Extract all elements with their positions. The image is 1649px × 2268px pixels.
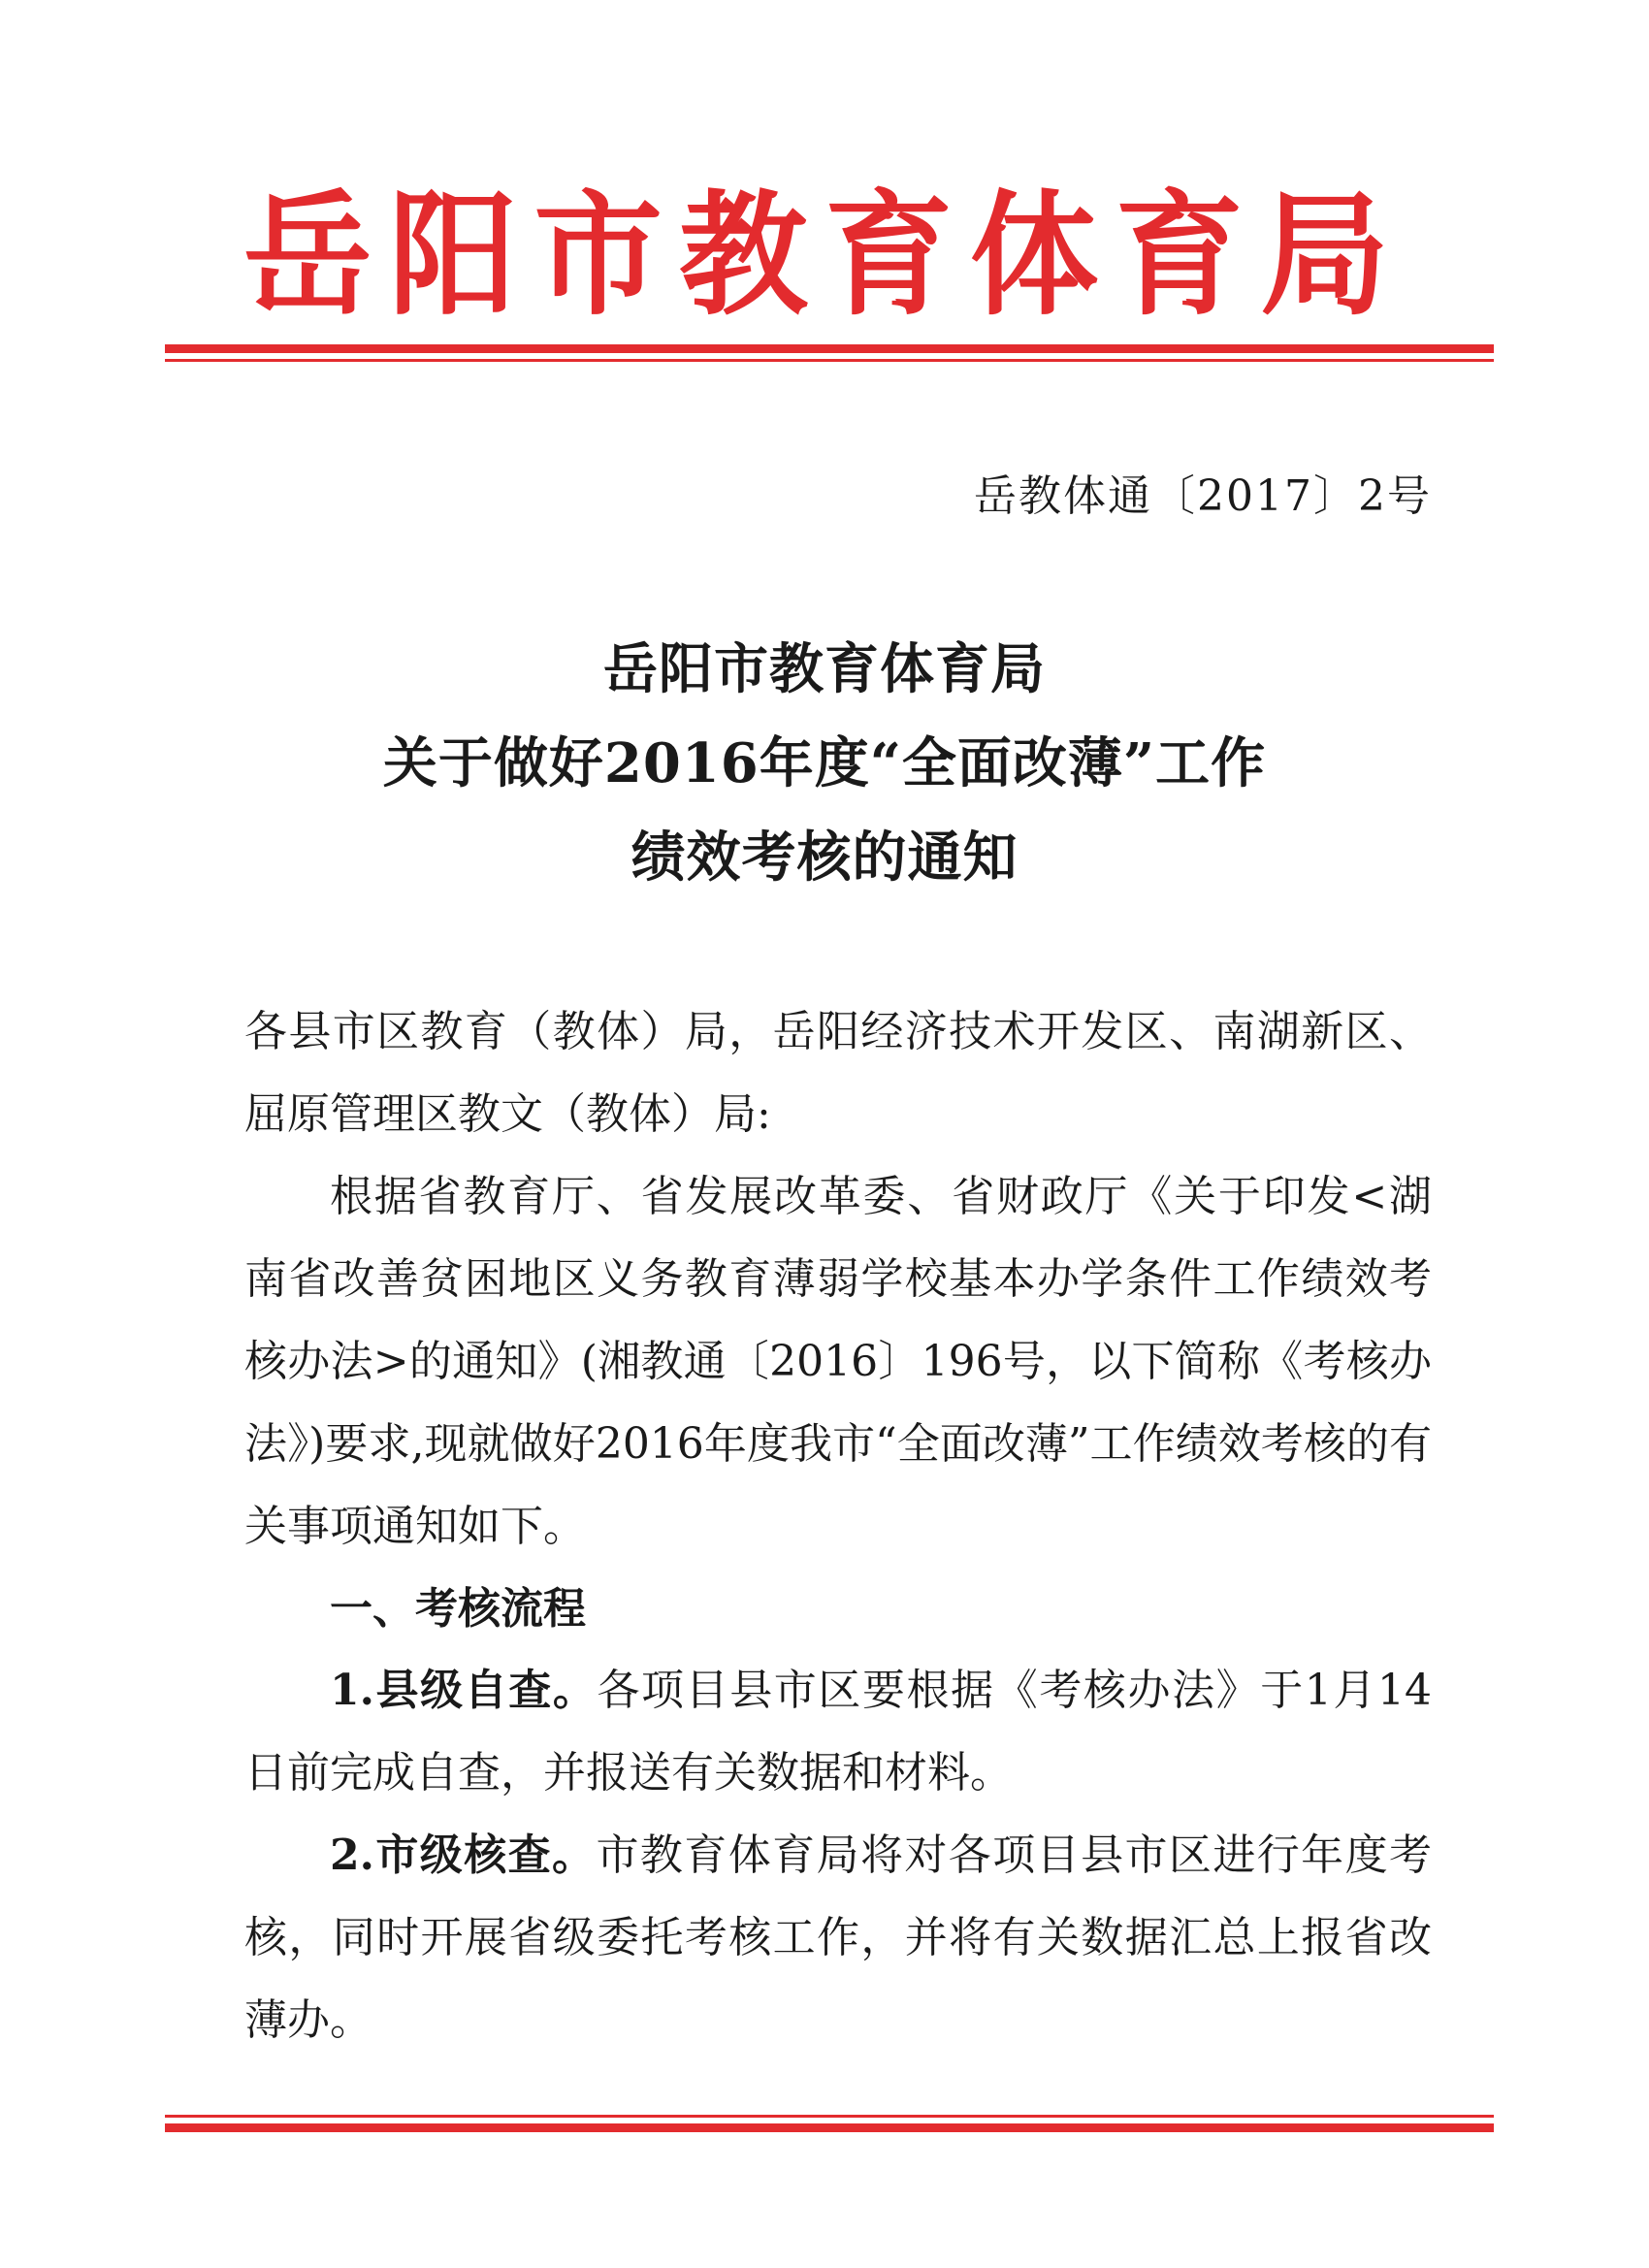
footer-divider-thin (165, 2115, 1494, 2118)
header-divider-thin (165, 359, 1494, 362)
item-text: 各项目县市区要根据《考核办法》于1月14日前完成自查，并报送有关数据和材料。 (244, 1666, 1432, 1798)
item-text: 市教育体育局将对各项目县市区进行年度考核，同时开展省级委托考核工作，并将有关数据汇总上报省改薄办。 (244, 1831, 1432, 2045)
section-heading: 一、考核流程 (330, 1584, 586, 1634)
title-line-3: 绩效考核的通知 (630, 826, 1018, 890)
header-divider-thick (165, 344, 1494, 353)
header-divider (165, 344, 1494, 362)
agency-header: 岳阳市教育体育局 (242, 176, 1406, 334)
body-items (244, 1649, 1432, 2061)
list-item (244, 1814, 1432, 2061)
item-label: 1.县级自查。 (330, 1666, 598, 1715)
document-number: 岳教体通〔2017〕2号 (974, 471, 1432, 521)
footer-divider-thick (165, 2123, 1494, 2132)
list-item (244, 1649, 1432, 1814)
salutation: 各县市区教育（教体）局，岳阳经济技术开发区、南湖新区、屈原管理区教文（教体）局: (244, 1007, 1432, 1139)
intro-paragraph: 根据省教育厅、省发展改革委、省财政厅《关于印发<湖南省改善贫困地区义务教育薄弱学校基本办学条件工作绩效考核办法>的通知》(湘教通〔2016〕196号，以下简称《考核办法》)要求,现就做好2016年度我市“全面改薄”工作绩效考核的有关事项通知如下。 (244, 1172, 1432, 1551)
footer-divider (165, 2115, 1494, 2132)
body-top (244, 990, 1432, 1650)
title-line-2: 关于做好2016年度“全面改薄”工作 (382, 731, 1267, 795)
item-label: 2.市级核查。 (330, 1831, 597, 1880)
title-line-1: 岳阳市教育体育局 (603, 637, 1046, 701)
